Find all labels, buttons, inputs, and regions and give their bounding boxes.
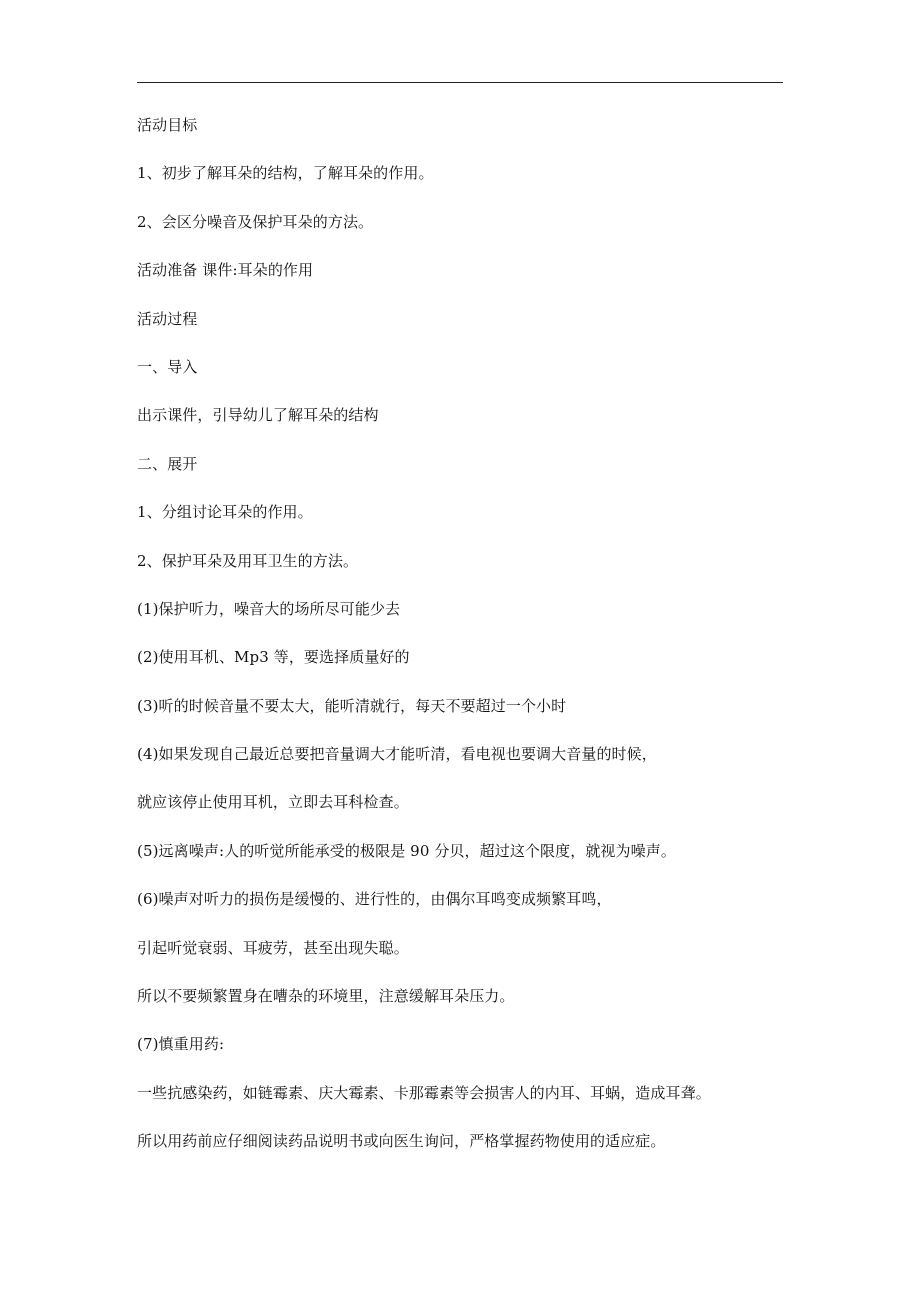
section-development: 二、展开 — [137, 454, 198, 473]
method-6-continued: 引起听觉衰弱、耳疲劳，甚至出现失聪。 — [137, 938, 409, 957]
document-body — [137, 113, 787, 1178]
method-7-detail: 一些抗感染药，如链霉素、庆大霉素、卡那霉素等会损害人的内耳、耳蜗，造成耳聋。 — [137, 1083, 711, 1102]
development-item-1: 1、分组讨论耳朵的作用。 — [137, 503, 313, 522]
header-rule — [137, 82, 783, 83]
method-7-advice: 所以用药前应仔细阅读药品说明书或向医生询问，严格掌握药物使用的适应症。 — [137, 1132, 666, 1151]
development-item-2: 2、保护耳朵及用耳卫生的方法。 — [137, 551, 359, 570]
method-7: (7)慎重用药: — [137, 1035, 225, 1054]
method-4: (4)如果发现自己最近总要把音量调大才能听清，看电视也要调大音量的时候， — [137, 745, 657, 764]
introduction-text: 出示课件，引导幼儿了解耳朵的结构 — [137, 406, 379, 425]
method-5: (5)远离噪声:人的听觉所能承受的极限是 90 分贝，超过这个限度，就视为噪声。 — [137, 841, 676, 860]
method-2: (2)使用耳机、Mp3 等，要选择质量好的 — [137, 648, 410, 667]
method-6-advice: 所以不要频繁置身在嘈杂的环境里，注意缓解耳朵压力。 — [137, 987, 515, 1006]
activity-preparation: 活动准备 课件:耳朵的作用 — [137, 261, 314, 280]
heading-activity-goals: 活动目标 — [137, 116, 198, 134]
goal-item-2: 2、会区分噪音及保护耳朵的方法。 — [137, 212, 374, 231]
method-4-continued: 就应该停止使用耳机，立即去耳科检查。 — [137, 793, 409, 812]
heading-activity-process: 活动过程 — [137, 309, 198, 328]
method-3: (3)听的时候音量不要太大，能听清就行，每天不要超过一个小时 — [137, 696, 567, 715]
method-6: (6)噪声对听力的损伤是缓慢的、进行性的，由偶尔耳鸣变成频繁耳鸣， — [137, 890, 612, 909]
goal-item-1: 1、初步了解耳朵的结构，了解耳朵的作用。 — [137, 164, 434, 183]
section-introduction: 一、导入 — [137, 357, 198, 376]
method-1: (1)保护听力，噪音大的场所尽可能少去 — [137, 599, 401, 618]
